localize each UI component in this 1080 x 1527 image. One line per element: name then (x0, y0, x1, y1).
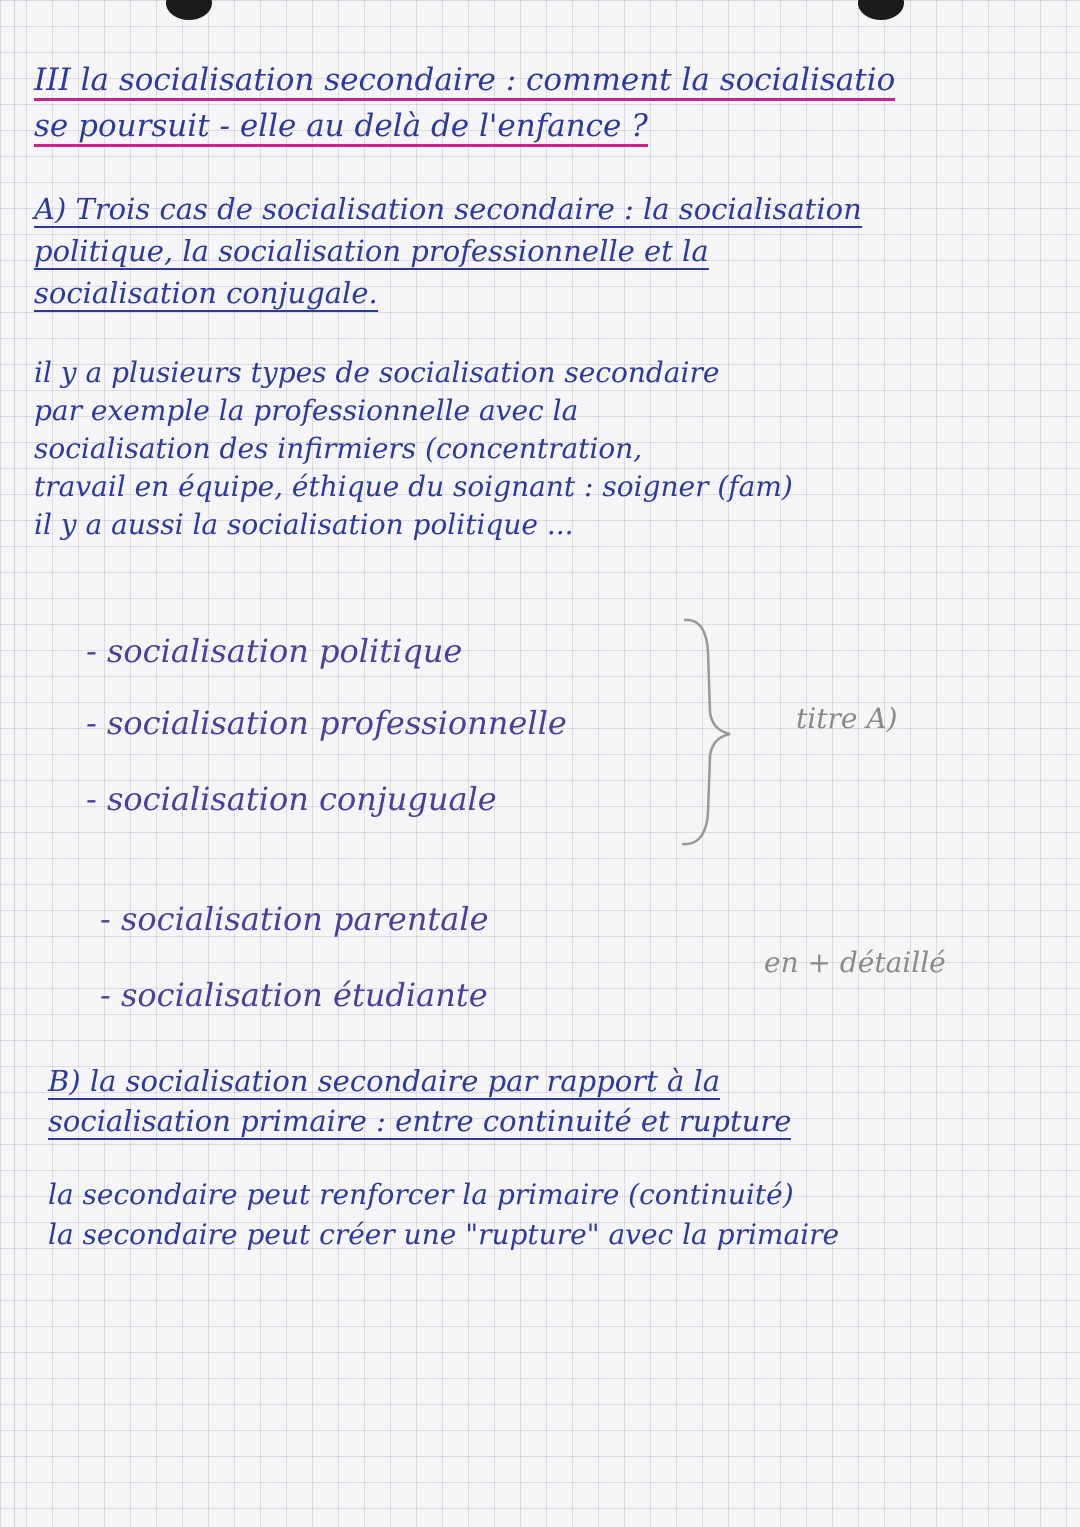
part-b-heading-line-1: B) la socialisation secondaire par rapport à la (48, 1064, 721, 1098)
list1-note-titre: titre A) (796, 702, 898, 735)
list2-item-parentale: - socialisation parentale (100, 900, 489, 938)
section-title-line-2: se poursuit - elle au delà de l'enfance ? (34, 108, 648, 147)
part-a-text-line-3: socialisation des infirmiers (concentration, (34, 432, 643, 465)
section-title-line-1: III la socialisation secondaire : comment la socialisatio (34, 62, 895, 101)
punch-hole-left (166, 0, 212, 20)
part-a-text-line-2: par exemple la professionnelle avec la (34, 394, 579, 427)
part-a-heading-line-3: socialisation conjugale. (34, 276, 378, 310)
part-a-text-line-4: travail en équipe, éthique du soignant : soigner (fam) (34, 470, 793, 503)
part-b-text-line-2: la secondaire peut créer une "rupture" avec la primaire (48, 1218, 840, 1251)
list1-item-professionnelle: - socialisation professionnelle (86, 704, 567, 742)
list1-item-politique: - socialisation politique (86, 632, 463, 670)
part-a-text-line-5: il y a aussi la socialisation politique ... (34, 508, 574, 541)
part-a-text-line-1: il y a plusieurs types de socialisation secondaire (34, 356, 720, 389)
punch-hole-right (858, 0, 904, 20)
part-a-heading-line-2: politique, la socialisation professionnelle et la (34, 234, 709, 268)
margin-line (14, 0, 15, 1527)
list2-note-detaille: en + détaillé (764, 946, 946, 979)
curly-brace-icon (676, 612, 736, 852)
part-b-text-line-1: la secondaire peut renforcer la primaire (continuité) (48, 1178, 794, 1211)
list2-item-etudiante: - socialisation étudiante (100, 976, 488, 1014)
list1-item-conjuguale: - socialisation conjuguale (86, 780, 497, 818)
part-b-heading-line-2: socialisation primaire : entre continuité et rupture (48, 1104, 792, 1138)
part-a-heading-line-1: A) Trois cas de socialisation secondaire : la socialisation (34, 192, 862, 226)
